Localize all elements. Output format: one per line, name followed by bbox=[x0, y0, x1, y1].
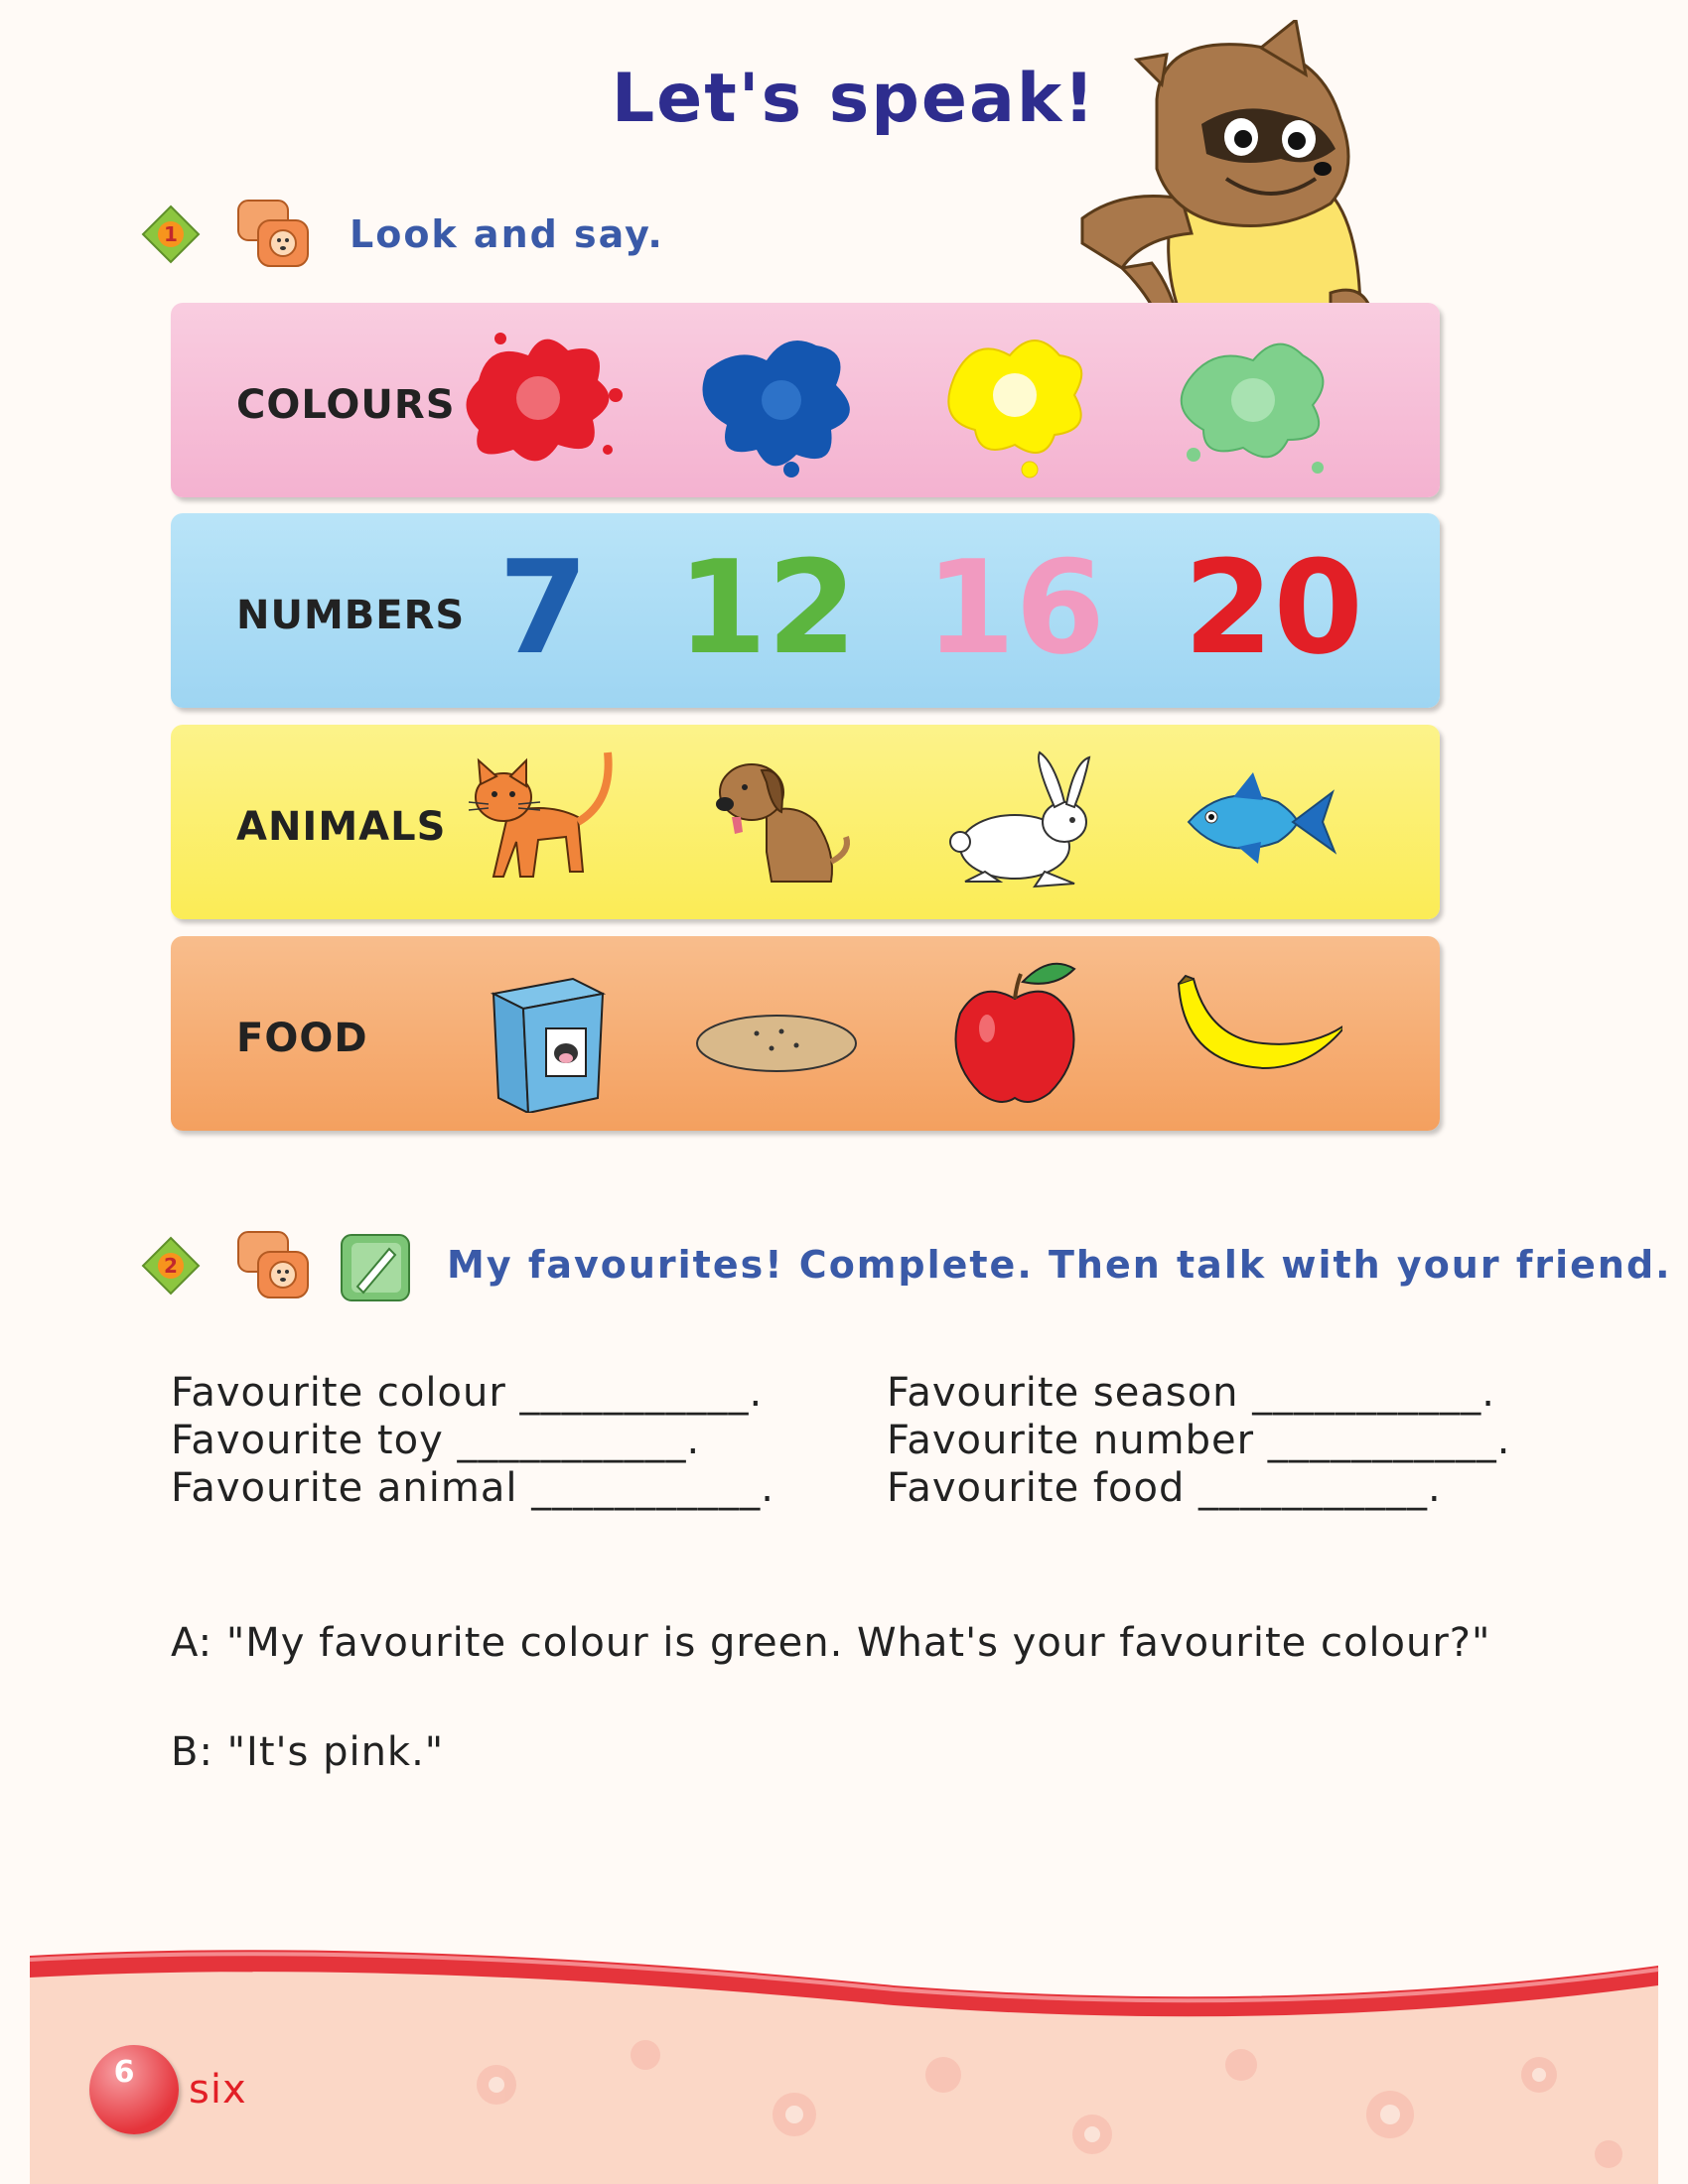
page-number: 6 bbox=[113, 2055, 135, 2090]
page-title: Let's speak! bbox=[611, 60, 1097, 138]
banana-icon bbox=[1164, 954, 1342, 1113]
apple-icon bbox=[925, 954, 1104, 1113]
colours-label: COLOURS bbox=[236, 382, 456, 428]
animals-row bbox=[171, 725, 1440, 919]
exercise-1-badge-icon bbox=[141, 205, 201, 264]
biscuit-icon bbox=[687, 954, 866, 1113]
exercise-2-instruction: My favourites! Complete. Then talk with your friend. bbox=[447, 1243, 1672, 1287]
write-icon bbox=[336, 1227, 415, 1306]
yellow-splash-icon bbox=[925, 321, 1104, 479]
favourite-season-line: Favourite season ___________. bbox=[887, 1370, 1495, 1416]
cat-icon bbox=[449, 743, 628, 901]
blue-splash-icon bbox=[687, 321, 866, 479]
footer-decoration bbox=[0, 1936, 1688, 2184]
green-splash-icon bbox=[1164, 321, 1342, 479]
rabbit-icon bbox=[925, 743, 1104, 901]
numbers-row bbox=[171, 513, 1440, 708]
exercise-1-number: 1 bbox=[164, 222, 178, 246]
exercise-2-number: 2 bbox=[164, 1254, 178, 1278]
speak-icon bbox=[234, 195, 314, 274]
food-row bbox=[171, 936, 1440, 1131]
page-word: six bbox=[189, 2067, 247, 2113]
favourite-toy-line: Favourite toy ___________. bbox=[171, 1418, 701, 1463]
number-16: 16 bbox=[925, 532, 1105, 683]
red-splash-icon bbox=[449, 321, 628, 479]
page-number-badge bbox=[89, 2045, 179, 2134]
colours-row bbox=[171, 303, 1440, 497]
dialog-line-b: B: "It's pink." bbox=[171, 1729, 445, 1775]
exercise-2-badge-icon bbox=[141, 1236, 201, 1296]
favourite-animal-line: Favourite animal ___________. bbox=[171, 1465, 774, 1511]
numbers-label: NUMBERS bbox=[236, 593, 466, 638]
favourite-number-line: Favourite number ___________. bbox=[887, 1418, 1511, 1463]
favourite-colour-line: Favourite colour ___________. bbox=[171, 1370, 764, 1416]
fish-icon bbox=[1164, 743, 1342, 901]
favourite-food-line: Favourite food ___________. bbox=[887, 1465, 1442, 1511]
animals-label: ANIMALS bbox=[236, 804, 447, 850]
food-label: FOOD bbox=[236, 1016, 368, 1061]
speak-icon-2 bbox=[234, 1226, 314, 1305]
exercise-1-instruction: Look and say. bbox=[350, 212, 664, 256]
dialog-line-a: A: "My favourite colour is green. What's your favourite colour?" bbox=[171, 1620, 1491, 1666]
number-20: 20 bbox=[1184, 532, 1363, 683]
milk-carton-icon bbox=[449, 954, 628, 1113]
dog-icon bbox=[687, 743, 866, 901]
raccoon-mascot-icon bbox=[1062, 20, 1420, 347]
number-7: 7 bbox=[498, 532, 589, 683]
number-12: 12 bbox=[677, 532, 857, 683]
